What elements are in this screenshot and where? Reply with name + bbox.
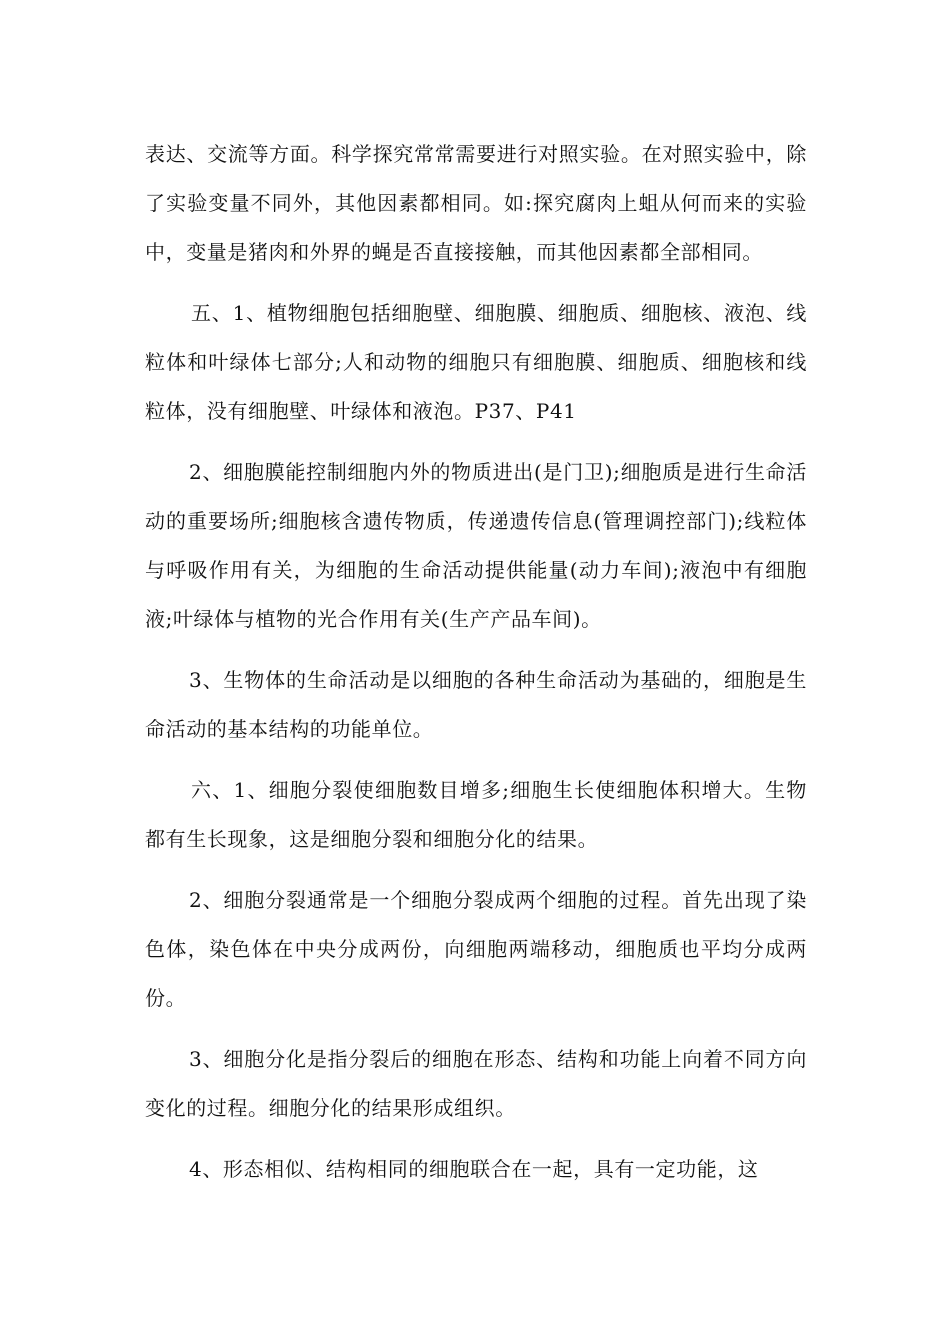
paragraph-section-six-4: 4、形态相似、结构相同的细胞联合在一起，具有一定功能，这 [189,1157,759,1181]
paragraph-section-five-1: 五、1、植物细胞包括细胞壁、细胞膜、细胞质、细胞核、液泡、线粒体和叶绿体七部分;人和动物的细胞只有细胞膜、细胞质、细胞核和线粒体，没有细胞壁、叶绿体和液泡。P37、P41 [145,301,807,423]
paragraph-section-five-3: 3、生物体的生命活动是以细胞的各种生命活动为基础的，细胞是生命活动的基本结构的功能单位。 [145,668,807,741]
paragraph-section-six-1: 六、1、细胞分裂使细胞数目增多;细胞生长使细胞体积增大。生物都有生长现象，这是细胞分裂和细胞分化的结果。 [145,778,807,851]
paragraph-section-six-3: 3、细胞分化是指分裂后的细胞在形态、结构和功能上向着不同方向变化的过程。细胞分化的结果形成组织。 [145,1047,807,1120]
paragraph-section-five-2: 2、细胞膜能控制细胞内外的物质进出(是门卫);细胞质是进行生命活动的重要场所;细胞核含遗传物质，传递遗传信息(管理调控部门);线粒体与呼吸作用有关，为细胞的生命活动提供能量(动力车间);液泡中有细胞液;叶绿体与植物的光合作用有关(生产产品车间)。 [145,460,807,631]
paragraph-section-six-2: 2、细胞分裂通常是一个细胞分裂成两个细胞的过程。首先出现了染色体，染色体在中央分成两份，向细胞两端移动，细胞质也平均分成两份。 [145,888,807,1010]
paragraph-experiment-continuation: 表达、交流等方面。科学探究常常需要进行对照实验。在对照实验中，除了实验变量不同外，其他因素都相同。如:探究腐肉上蛆从何而来的实验中，变量是猪肉和外界的蝇是否直接接触，而其他因素都全部相同。 [145,142,807,264]
document-body [145,130,807,1194]
